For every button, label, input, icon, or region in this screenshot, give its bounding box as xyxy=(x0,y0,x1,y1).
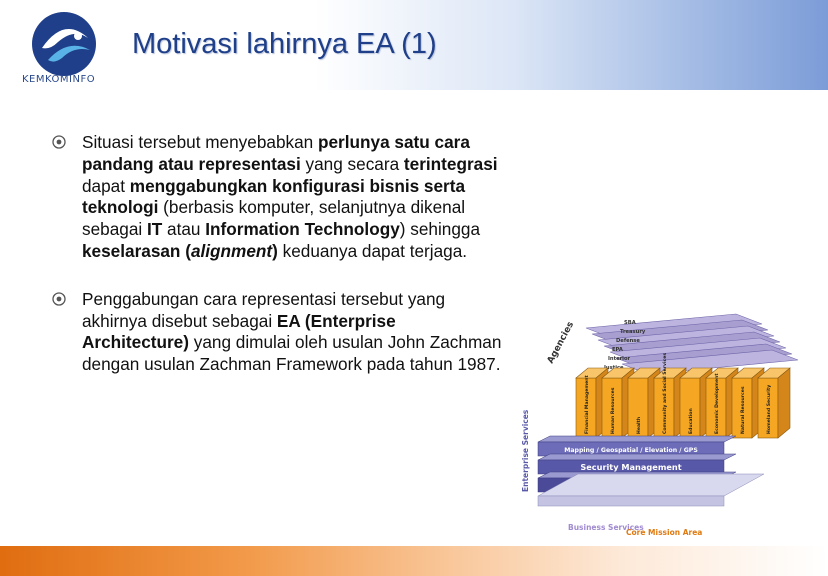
enterprise-architecture-diagram xyxy=(514,306,828,548)
target-bullet-icon xyxy=(52,135,66,149)
service-column-side xyxy=(778,368,790,438)
slide-title: Motivasi lahirnya EA (1) xyxy=(132,28,437,60)
service-column-label: Human Resources xyxy=(611,387,616,434)
bullet-text-run: Penggabungan cara representasi tersebut yang akhirnya disebut sebagai xyxy=(82,288,446,331)
footer-band xyxy=(0,546,828,576)
kemkominfo-logo xyxy=(28,8,100,80)
bullet-item xyxy=(52,132,502,263)
layer-bar-top xyxy=(538,436,736,442)
service-column-label: Natural Resources xyxy=(741,386,746,434)
bullet-list xyxy=(52,132,502,402)
bullet-text-run: Information Technology xyxy=(205,219,400,240)
bullet-item xyxy=(52,289,502,376)
bullet-text-run: atau xyxy=(162,219,206,240)
bullet-text-run: perlunya satu cara pandang atau representasi xyxy=(82,132,470,174)
layer-bar-label: Security Management xyxy=(580,462,682,472)
bullet-text-run: ) sehingga xyxy=(399,219,481,240)
bullet-text-run: IT xyxy=(146,219,163,240)
bullet-text-run: dapat xyxy=(82,175,130,196)
service-column-label: Economic Development xyxy=(715,373,720,434)
bullet-text-run: keselarasan ( xyxy=(82,240,191,261)
service-column-label: Financial Management xyxy=(585,375,590,434)
layer-bar-top xyxy=(538,454,736,460)
bullet-text-run: Situasi tersebut menyebabkan xyxy=(82,132,318,152)
agencies-label: Agencies xyxy=(545,320,577,366)
bullet-text-run: (berbasis komputer, selanjutnya dikenal sebagai xyxy=(82,197,466,240)
bullet-text-run: keduanya dapat terjaga. xyxy=(277,240,468,261)
service-column-label: Community and Social Services xyxy=(663,352,668,434)
bullet-text-penggabungan xyxy=(82,289,502,376)
base-platform xyxy=(538,474,764,496)
enterprise-services-label: Enterprise Services xyxy=(521,409,530,492)
agency-label: SBA xyxy=(624,320,636,326)
agency-label: Treasury xyxy=(620,329,646,335)
service-column-label: Health xyxy=(637,416,642,434)
core-mission-label: Core Mission Area xyxy=(626,528,703,537)
logo-text: KEMKOMINFO xyxy=(22,74,96,85)
business-services-label: Business Services xyxy=(568,523,644,532)
bullet-text-run: EA (Enterprise Architecture) xyxy=(82,310,396,353)
bullet-text-situasi xyxy=(82,132,502,263)
agency-label: Defense xyxy=(616,338,640,344)
service-column-label: Education xyxy=(689,408,694,434)
bullet-text-run: yang secara xyxy=(300,153,404,174)
service-column-label: Homeland Security xyxy=(767,384,772,434)
base-platform-front xyxy=(538,496,724,506)
agency-label: EPA xyxy=(612,347,623,353)
layer-bar-label: Mapping / Geospatial / Elevation / GPS xyxy=(564,447,698,454)
bullet-text-run: ) xyxy=(272,240,278,261)
bullet-text-run: menggabungkan konfigurasi bisnis serta teknologi xyxy=(82,175,466,218)
agency-label: Interior xyxy=(608,356,631,362)
bullet-text-run: terintegrasi xyxy=(403,153,498,174)
target-bullet-icon xyxy=(52,292,66,306)
bullet-text-run: alignment xyxy=(190,240,273,261)
bullet-text-run: yang dimulai oleh usulan John Zachman dengan usulan Zachman Framework pada tahun 1987. xyxy=(82,332,502,375)
